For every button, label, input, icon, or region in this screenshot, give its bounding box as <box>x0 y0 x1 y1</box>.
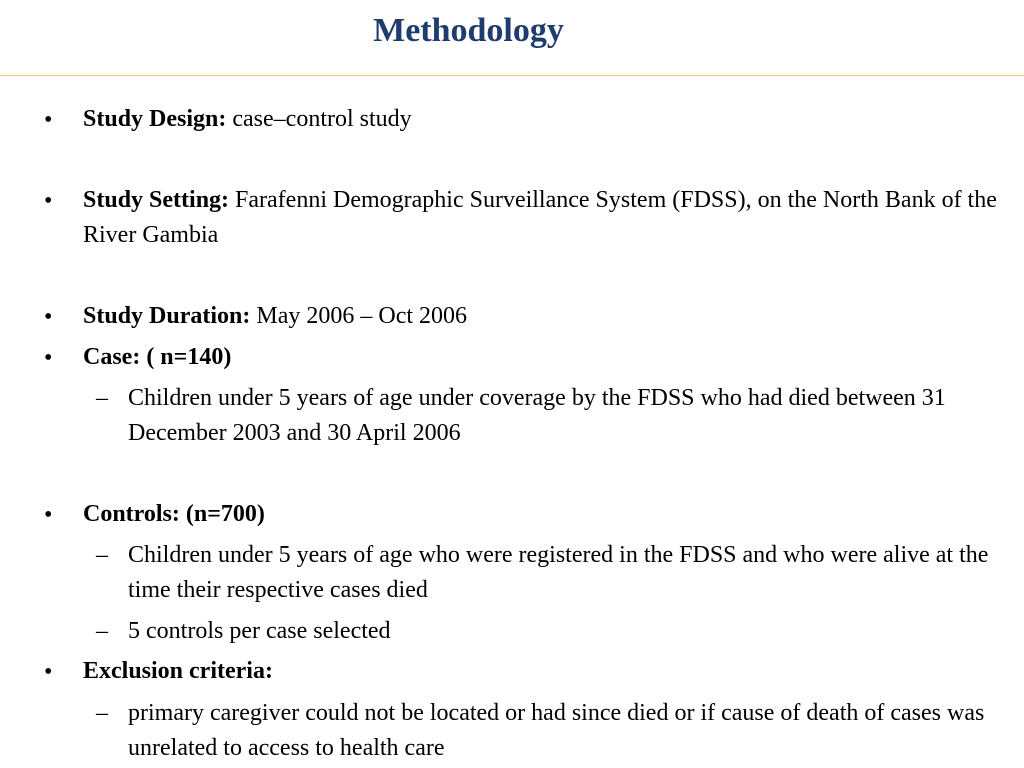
sub-bullet-controls-definition: Children under 5 years of age who were registered in the FDSS and who were alive at the time their respective cases died <box>128 542 989 603</box>
bullet-icon: • <box>44 345 53 371</box>
bullet-study-duration <box>83 299 998 334</box>
bullet-label: Case: ( n=140) <box>83 344 232 370</box>
bullet-icon: • <box>44 304 53 330</box>
bullet-icon: • <box>44 502 53 528</box>
bullet-label: Controls: (n=700) <box>83 501 265 527</box>
bullet-label: Study Duration: <box>83 303 251 329</box>
bullet-study-design <box>83 102 998 137</box>
dash-icon: – <box>96 700 108 726</box>
bullet-label: Study Design: <box>83 106 227 132</box>
bullet-icon: • <box>44 659 53 685</box>
title-divider <box>0 75 1024 76</box>
bullet-text: case–control study <box>226 106 412 132</box>
bullet-case <box>83 340 998 375</box>
slide-title: Methodology <box>373 12 564 49</box>
sub-bullet-controls-ratio: 5 controls per case selected <box>128 618 391 644</box>
dash-icon: – <box>96 542 108 568</box>
bullet-controls <box>83 497 998 532</box>
sub-bullet-case-definition: Children under 5 years of age under coverage by the FDSS who had died between 31 December 2003 and 30 April 2006 <box>128 385 946 446</box>
bullet-text: May 2006 – Oct 2006 <box>250 303 468 329</box>
bullet-text: Farafenni Demographic Surveillance System (FDSS), on the North Bank of the River Gambia <box>83 187 997 248</box>
bullet-label: Exclusion criteria: <box>83 658 273 684</box>
sub-bullet-exclusion-definition: primary caregiver could not be located or had since died or if cause of death of cases was unrelated to access to health care <box>128 700 985 761</box>
bullet-study-setting <box>83 183 998 253</box>
bullet-label: Study Setting: <box>83 187 230 213</box>
dash-icon: – <box>96 385 108 411</box>
bullet-icon: • <box>44 107 53 133</box>
bullet-icon: • <box>44 188 53 214</box>
bullet-exclusion-criteria <box>83 654 998 689</box>
dash-icon: – <box>96 618 108 644</box>
